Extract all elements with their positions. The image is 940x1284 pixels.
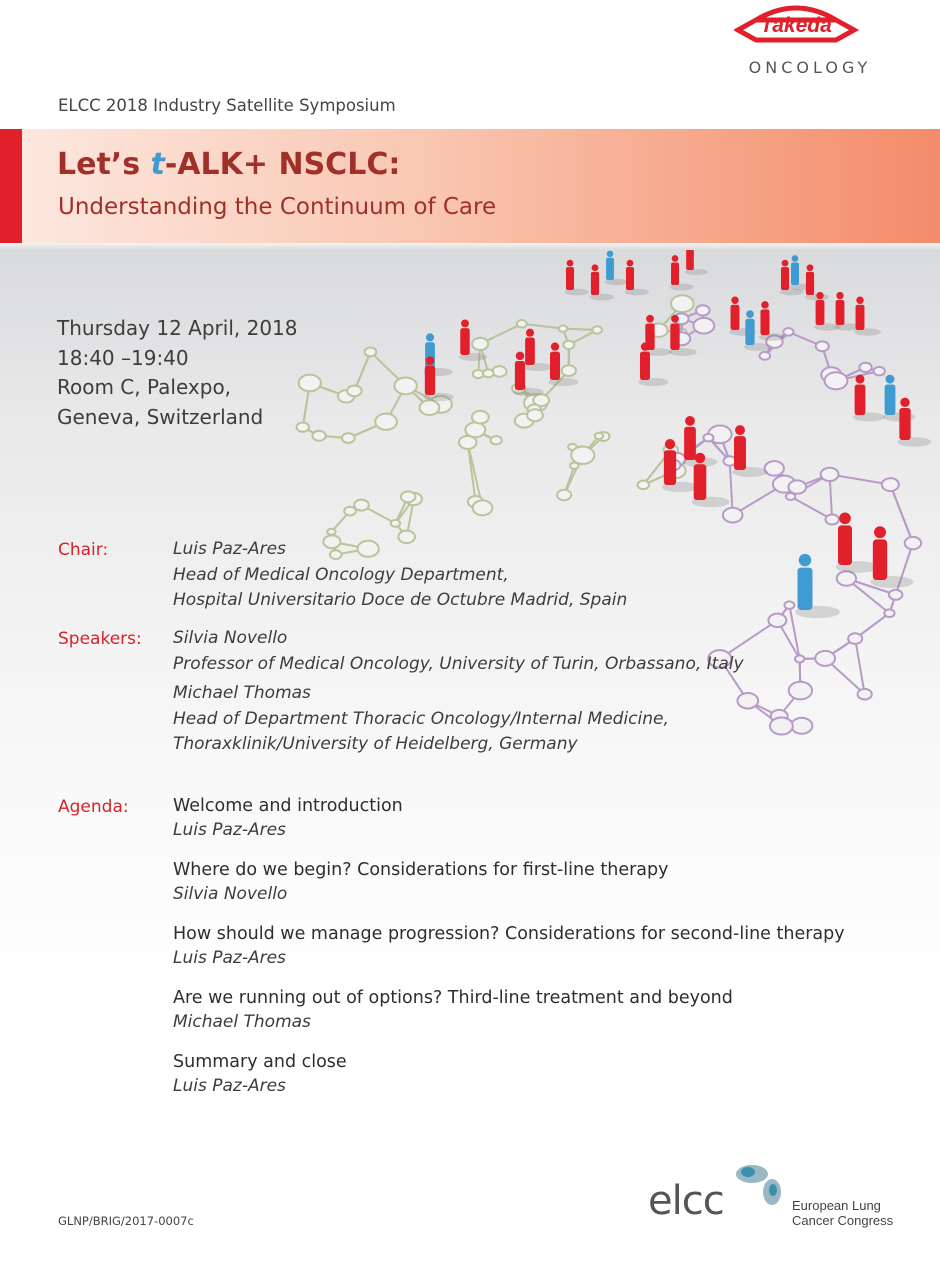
takeda-brand-text: Takeda xyxy=(760,14,832,37)
network-node xyxy=(391,520,400,527)
network-node xyxy=(557,490,571,501)
network-node xyxy=(816,341,829,351)
person-figure-body xyxy=(525,338,535,365)
network-node xyxy=(491,436,502,444)
title-part1: Let’s xyxy=(57,147,151,182)
person-figure-head xyxy=(856,375,865,384)
takeda-oncology-logo xyxy=(734,0,884,80)
network-node xyxy=(571,447,594,464)
person-figure-body xyxy=(684,427,696,460)
page-title xyxy=(57,147,400,182)
network-node xyxy=(401,491,415,502)
network-node xyxy=(342,433,355,443)
network-node xyxy=(770,717,793,734)
network-node xyxy=(784,601,794,608)
network-node xyxy=(517,320,527,328)
person-figure-head xyxy=(665,439,675,449)
network-node xyxy=(821,468,839,481)
speakers-label: Speakers: xyxy=(58,629,142,649)
network-node xyxy=(483,369,494,377)
elcc-line-2: Cancer Congress xyxy=(792,1213,894,1228)
person-figure-head xyxy=(746,310,754,318)
person-figure-head xyxy=(567,260,574,267)
network-link xyxy=(522,324,563,329)
speakers-details xyxy=(173,626,744,758)
network-node xyxy=(562,365,576,376)
person-figure-body xyxy=(671,262,679,285)
event-time: 18:40 –19:40 xyxy=(57,345,189,370)
network-node xyxy=(347,385,361,396)
network-node xyxy=(889,590,902,600)
agenda-item-1-title: Welcome and introduction xyxy=(173,796,403,816)
network-node xyxy=(795,655,804,662)
network-node xyxy=(299,375,321,392)
agenda-item-1-speaker: Luis Paz-Ares xyxy=(173,820,286,840)
network-node xyxy=(592,326,602,333)
network-node xyxy=(693,318,714,334)
person-figure-body xyxy=(515,361,525,390)
person-figure-body xyxy=(670,323,679,350)
person-figure-head xyxy=(685,416,695,426)
agenda-item-5-speaker: Luis Paz-Ares xyxy=(173,1076,286,1096)
network-node xyxy=(375,414,397,430)
agenda-item-4-speaker: Michael Thomas xyxy=(173,1012,311,1032)
event-date: Thursday 12 April, 2018 xyxy=(57,316,298,340)
person-figure-body xyxy=(460,328,469,355)
network-node xyxy=(365,348,377,357)
network-node xyxy=(791,718,812,734)
agenda-item-5-title: Summary and close xyxy=(173,1052,347,1072)
network-node xyxy=(563,341,574,349)
network-node xyxy=(788,480,806,493)
agenda-item-2-title: Where do we begin? Considerations for first-line therapy xyxy=(173,860,669,880)
network-node xyxy=(420,400,440,415)
person-figure-head xyxy=(551,342,559,350)
elcc-wordmark: elcc xyxy=(648,1178,724,1224)
person-figure-body xyxy=(550,352,560,380)
person-figure-body xyxy=(781,267,789,290)
network-node xyxy=(859,363,871,372)
person-figure-head xyxy=(839,512,851,524)
person-figure-body xyxy=(791,262,799,285)
person-figure-body xyxy=(856,305,865,330)
network-node xyxy=(492,366,506,377)
person-figure-head xyxy=(526,329,534,337)
person-figure-head xyxy=(731,297,738,304)
network-node xyxy=(671,295,694,312)
chair-name: Luis Paz-Ares xyxy=(173,539,286,559)
person-figure-body xyxy=(816,300,825,325)
person-figure-head xyxy=(799,554,811,566)
network-node xyxy=(696,305,710,315)
oncology-text: ONCOLOGY xyxy=(748,58,872,77)
person-figure-body xyxy=(734,436,746,470)
agenda-label: Agenda: xyxy=(58,797,129,817)
network-node xyxy=(882,478,899,491)
person-figure-body xyxy=(694,464,707,500)
person-figure-body xyxy=(626,267,634,290)
person-figure-body xyxy=(806,272,814,295)
network-node xyxy=(465,422,485,437)
person-figure-head xyxy=(695,453,706,464)
person-figure-head xyxy=(607,251,614,258)
person-figure-body xyxy=(425,366,435,395)
person-figure-body xyxy=(640,352,650,380)
person-figure-head xyxy=(782,260,789,267)
chair-label: Chair: xyxy=(58,540,109,560)
person-figure-head xyxy=(671,315,679,323)
chair-affiliation: Hospital Universitario Doce de Octubre Madrid, Spain xyxy=(173,590,628,610)
elcc-logo xyxy=(648,1160,908,1230)
person-figure-head xyxy=(641,342,649,350)
network-node xyxy=(783,328,793,336)
network-node xyxy=(837,571,856,585)
person-figure-body xyxy=(885,385,896,415)
network-node xyxy=(884,609,894,617)
person-figure-head xyxy=(807,264,814,271)
person-figure-body xyxy=(838,525,852,565)
network-node xyxy=(473,500,493,515)
person-figure-body xyxy=(873,539,887,580)
network-node xyxy=(815,651,835,666)
network-node xyxy=(765,461,784,476)
network-node xyxy=(905,537,921,549)
person-figure-head xyxy=(836,292,843,299)
network-node xyxy=(327,529,335,535)
document-code: GLNP/BRIG/2017-0007c xyxy=(58,1214,194,1228)
person-figure-head xyxy=(592,264,599,271)
person-figure-head xyxy=(426,356,435,365)
speaker-2-role: Head of Department Thoracic Oncology/Internal Medicine, xyxy=(173,708,669,729)
person-figure-head xyxy=(426,333,434,341)
speaker-1-name: Silvia Novello xyxy=(173,628,288,648)
title-italic-t: t xyxy=(150,147,165,182)
agenda-list xyxy=(173,794,845,1114)
person-figure-body xyxy=(899,408,910,440)
elcc-congress-name xyxy=(792,1198,893,1228)
event-city: Geneva, Switzerland xyxy=(57,404,264,429)
agenda-item-4-title: Are we running out of options? Third-line treatment and beyond xyxy=(173,988,733,1008)
person-figure-body xyxy=(664,450,676,485)
network-node xyxy=(858,689,872,700)
person-figure-head xyxy=(856,297,863,304)
person-figure-body xyxy=(855,385,866,415)
symposium-heading: ELCC 2018 Industry Satellite Symposium xyxy=(58,96,396,115)
agenda-item-3-speaker: Luis Paz-Ares xyxy=(173,948,286,968)
person-figure-head xyxy=(792,255,799,262)
person-figure-head xyxy=(646,315,654,323)
person-figure-head xyxy=(516,352,525,361)
network-node xyxy=(472,411,489,424)
person-figure-body xyxy=(731,305,740,330)
person-figure-body xyxy=(836,300,845,325)
network-node xyxy=(723,456,735,465)
event-room: Room C, Palexpo, xyxy=(57,375,232,399)
speaker-2-name: Michael Thomas xyxy=(173,683,311,703)
person-figure-head xyxy=(735,425,745,435)
network-node xyxy=(825,515,838,525)
network-node xyxy=(848,633,862,644)
network-node xyxy=(768,614,786,627)
person-figure-body xyxy=(798,568,813,610)
network-node xyxy=(595,433,604,439)
agenda-item-2-speaker: Silvia Novello xyxy=(173,884,288,904)
person-figure-head xyxy=(900,398,909,407)
network-node xyxy=(723,508,743,523)
network-node xyxy=(472,338,488,350)
person-figure-body xyxy=(591,272,599,295)
network-node xyxy=(394,377,416,394)
speaker-2-affiliation: Thoraxklinik/University of Heidelberg, Germany xyxy=(173,734,578,754)
network-node xyxy=(760,352,771,360)
chair-role: Head of Medical Oncology Department, xyxy=(173,564,509,585)
network-node xyxy=(527,409,543,421)
chair-details xyxy=(173,537,627,614)
network-node xyxy=(344,507,356,516)
person-figure-body xyxy=(686,250,694,270)
network-node xyxy=(825,372,848,389)
network-node xyxy=(297,422,309,431)
network-link xyxy=(890,485,913,543)
agenda-item-3-title: How should we manage progression? Considerations for second-line therapy xyxy=(173,924,845,944)
network-node xyxy=(703,434,713,442)
person-figure-head xyxy=(627,260,634,267)
network-node xyxy=(786,493,795,500)
speaker-1-role: Professor of Medical Oncology, University of Turin, Orbassano, Italy xyxy=(173,653,744,674)
person-figure-head xyxy=(886,375,895,384)
person-figure-head xyxy=(816,292,823,299)
person-figure-body xyxy=(760,309,769,335)
network-node xyxy=(874,367,885,376)
network-node xyxy=(312,431,325,441)
network-node xyxy=(789,682,812,700)
person-figure-body xyxy=(566,267,574,290)
banner-accent-bar xyxy=(0,129,22,243)
person-figure-head xyxy=(874,526,886,538)
person-figure-body xyxy=(606,258,614,280)
person-figure-head xyxy=(672,255,679,262)
page-subtitle: Understanding the Continuum of Care xyxy=(58,194,497,220)
network-node xyxy=(559,325,568,331)
person-figure-head xyxy=(761,301,769,309)
elcc-line-1: European Lung xyxy=(792,1198,881,1213)
person-figure-head xyxy=(461,319,469,327)
title-part2: -ALK+ NSCLC: xyxy=(164,147,401,182)
person-figure-body xyxy=(745,319,754,345)
event-details xyxy=(57,314,298,432)
network-node xyxy=(638,481,650,490)
